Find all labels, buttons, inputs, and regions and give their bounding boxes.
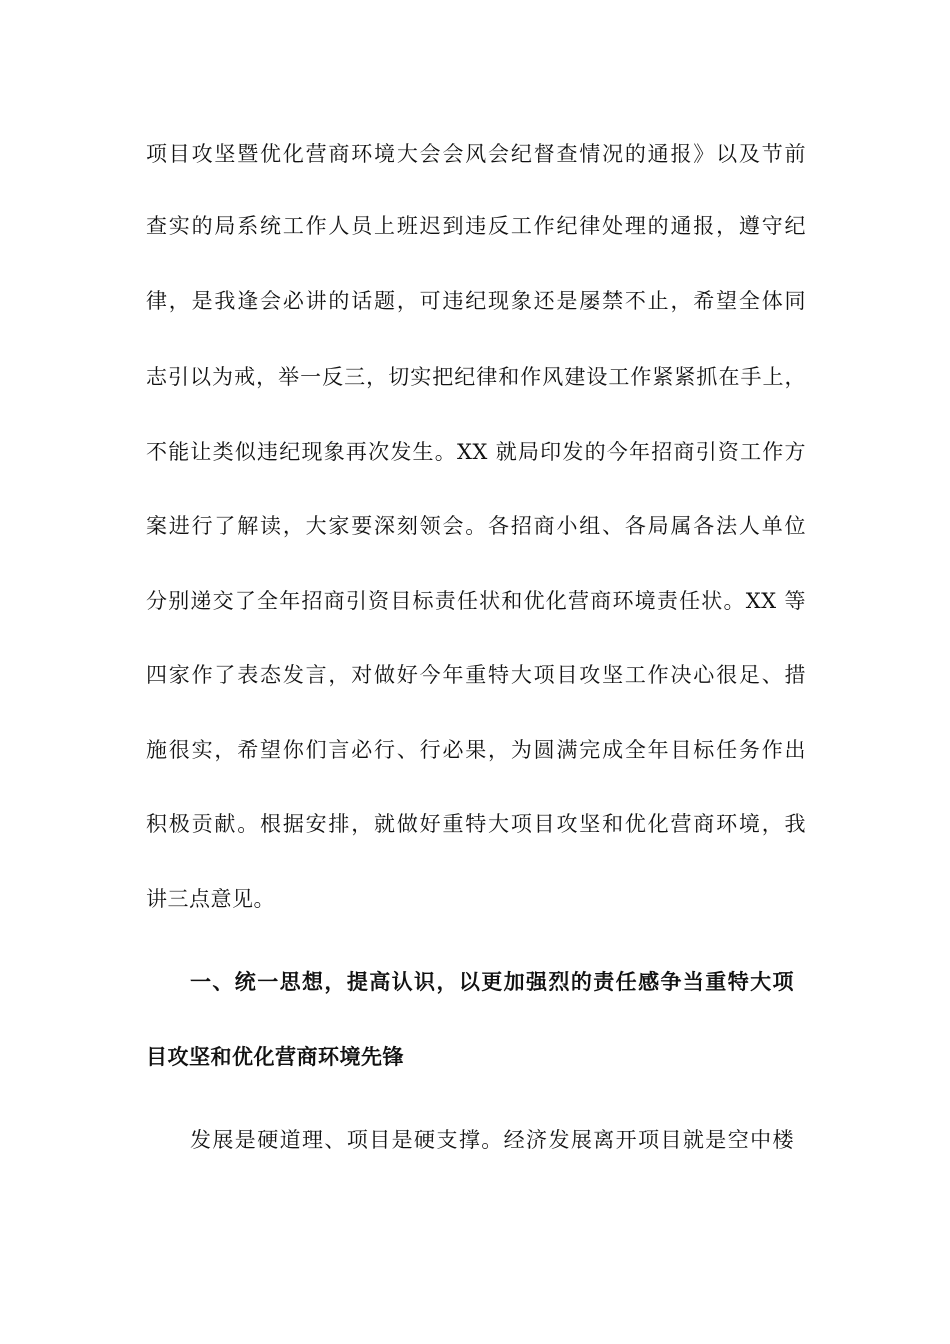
body-text-line: 分别递交了全年招商引资目标责任状和优化营商环境责任状。XX 等 [146, 589, 806, 613]
body-text-line: 项目攻坚暨优化营商环境大会会风会纪督查情况的通报》以及节前 [146, 142, 806, 166]
body-text-line: 志引以为戒，举一反三，切实把纪律和作风建设工作紧紧抓在手上， [146, 365, 806, 389]
body-text-line: 积极贡献。根据安排，就做好重特大项目攻坚和优化营商环境，我 [146, 812, 806, 836]
body-text-line: 不能让类似违纪现象再次发生。XX 就局印发的今年招商引资工作方 [146, 440, 806, 464]
section-heading: 目攻坚和优化营商环境先锋 [146, 1045, 404, 1069]
section-heading: 一、统一思想，提高认识，以更加强烈的责任感争当重特大项 [190, 970, 794, 994]
body-text-line: 案进行了解读，大家要深刻领会。各招商小组、各局属各法人单位 [146, 514, 806, 538]
body-text-line: 讲三点意见。 [146, 887, 275, 911]
body-text-line: 施很实，希望你们言必行、行必果，为圆满完成全年目标任务作出 [146, 738, 806, 762]
body-text-line: 四家作了表态发言，对做好今年重特大项目攻坚工作决心很足、措 [146, 663, 806, 687]
body-text-line: 律，是我逢会必讲的话题，可违纪现象还是屡禁不止，希望全体同 [146, 289, 806, 313]
body-text-line: 查实的局系统工作人员上班迟到违反工作纪律处理的通报，遵守纪 [146, 214, 806, 238]
body-text-line: 发展是硬道理、项目是硬支撑。经济发展离开项目就是空中楼 [190, 1128, 794, 1152]
